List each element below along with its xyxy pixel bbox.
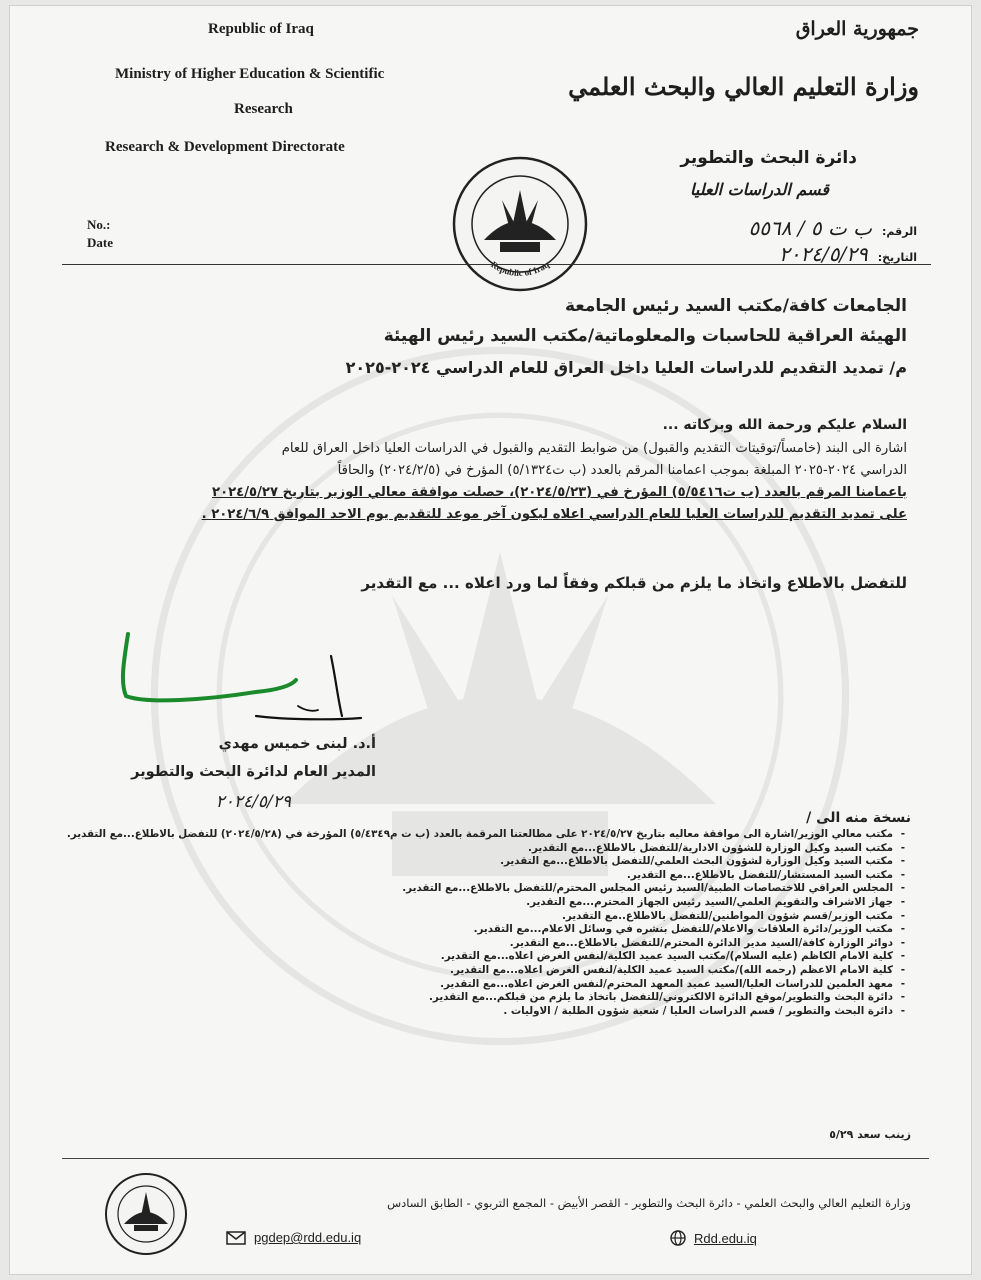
header-ministry-cont: Research [234, 101, 293, 117]
footer-address: وزارة التعليم العالي والبحث العلمي - دائرة البحث والتطوير - القصر الأبيض - المجمع التربوي - الطابق السادس [387, 1196, 911, 1210]
cc-item: - مكتب السيد وكيل الوزارة للشؤون الادارية/للتفضل بالاطلاع...مع التقدير. [53, 842, 893, 856]
cc-item: - كلية الامام الكاظم (عليه السلام)/مكتب السيد عميد الكلية/لنفس الغرض اعلاه...مع التقدير. [53, 950, 893, 964]
addressee-ict-commission: الهيئة العراقية للحاسبات والمعلوماتية/مكتب السيد رئيس الهيئة [383, 326, 907, 346]
body-line-2: الدراسي ٢٠٢٤-٢٠٢٥ المبلغة بموجب اعمامنا المرقم بالعدد (ب ت٥/١٣٢٤) المؤرخ في (٢٠٢٤/٢/٥) والحاقاً [337, 463, 907, 478]
website-link[interactable]: Rdd.edu.iq [694, 1230, 757, 1246]
header-ar-republic: جمهورية العراق [795, 18, 919, 40]
addressee-universities: الجامعات كافة/مكتب السيد رئيس الجامعة [564, 296, 907, 316]
date-value: ٢٠٢٤/٥/٢٩ [779, 242, 868, 266]
letter-subject: م/ تمديد التقديم للدراسات العليا داخل العراق للعام الدراسي ٢٠٢٤-٢٠٢٥ [345, 358, 907, 377]
ref-label: الرقم: [882, 225, 917, 238]
header-ar-directorate: دائرة البحث والتطوير [680, 148, 857, 168]
cc-item: - معهد العلمين للدراسات العليا/السيد عميد المعهد المحترم/لنفس الغرض اعلاه...مع التقدير. [53, 978, 893, 992]
header-ar-section: قسم الدراسات العليا [690, 180, 829, 199]
date-label: Date [87, 235, 113, 250]
ministry-seal [450, 154, 590, 294]
date-label-ar: التاريخ: [877, 251, 917, 264]
body-line-4: على تمديد التقديم للدراسات العليا للعام الدراسي اعلاه ليكون آخر موعد للتقديم يوم الاحد الموافق ٢٠٢٤/٦/٩ . [201, 507, 907, 522]
cc-item: - دائرة البحث والتطوير/موقع الدائرة الالكتروني/للتفضل باتخاذ ما يلزم من قبلكم...مع التقدير. [53, 991, 893, 1005]
globe-icon [670, 1230, 686, 1246]
greeting: السلام عليكم ورحمة الله وبركاته ... [662, 417, 907, 433]
body-line-3: باعمامنا المرقم بالعدد (ب ت٥/٥٤١٦) المؤرخ في (٢٠٢٤/٥/٢٣)، حصلت موافقة معالي الوزير بتاريخ ٢٠٢٤/٥/٢٧ [212, 485, 907, 500]
signatory-name: أ.د. لبنى خميس مهدي [218, 736, 376, 752]
cc-list [53, 828, 907, 1018]
header-divider [62, 264, 931, 265]
cc-item: - جهاز الاشراف والتقويم العلمي/السيد رئيس الجهاز المحترم...مع التقدير. [53, 896, 893, 910]
signature-date: ٢٠٢٤/٥/٢٩ [215, 792, 291, 812]
ref-value: ب ت ٥ / ٥٥٦٨ [748, 216, 873, 240]
closing-line: للتفضل بالاطلاع واتخاذ ما يلزم من قبلكم وفقاً لما ورد اعلاه ... مع التقدير [361, 574, 907, 592]
typist-note: زينب سعد ٥/٢٩ [829, 1128, 911, 1141]
cc-item: - مكتب الوزير/دائرة العلاقات والاعلام/للتفضل بنشره في وسائل الاعلام...مع التقدير. [53, 923, 893, 937]
body-paragraph [107, 438, 907, 526]
cc-item: - مكتب السيد المستشار/للتفضل بالاطلاع...مع التقدير. [53, 869, 893, 883]
cc-heading: نسخة منه الى / [806, 810, 911, 826]
seal-caption: Republic of Iraq [489, 259, 551, 279]
cc-item: - المجلس العراقي للاختصاصات الطبية/السيد رئيس المجلس المحترم/للتفضل بالاطلاع...مع التقدير. [53, 882, 893, 896]
reference-date [779, 242, 917, 266]
cc-item: - كلية الامام الاعظم (رحمه الله)/مكتب السيد عميد الكلية/لنفس الغرض اعلاه...مع التقدير. [53, 964, 893, 978]
cc-item: - مكتب السيد وكيل الوزارة لشؤون البحث العلمي/للتفضل بالاطلاع...مع التقدير. [53, 855, 893, 869]
header-ar-ministry: وزارة التعليم العالي والبحث العلمي [568, 72, 919, 101]
cc-item: - مكتب الوزير/قسم شؤون المواطنين/للتفضل بالاطلاع..مع التقدير. [53, 910, 893, 924]
letter-page [10, 6, 971, 1274]
footer-divider [62, 1158, 929, 1159]
cc-item: - مكتب معالي الوزير/اشارة الى موافقة معاليه بتاريخ ٢٠٢٤/٥/٢٧ على مطالعتنا المرقمة بالعدد (ب ت م٥/٤٣٤٩) المؤرخة في (٢٠٢٤/٥/٢٨) للتفضل بالاطلاع...مع التقدير. [53, 828, 893, 842]
no-label: No.: [87, 217, 111, 232]
body-line-1: اشارة الى البند (خامساً/توقيتات التقديم والقبول) من ضوابط التقديم والقبول في الدراسات العليا داخل العراق للعام [281, 441, 907, 456]
reference-number [748, 216, 917, 240]
header-ministry: Ministry of Higher Education & Scientific [115, 66, 385, 82]
cc-item: - دائرة البحث والتطوير / قسم الدراسات العليا / شعبة شؤون الطلبة / الاوليات . [53, 1005, 893, 1019]
email-link[interactable]: pgdep@rdd.edu.iq [254, 1230, 362, 1245]
handwritten-signature [106, 620, 366, 730]
cc-item: - دوائر الوزارة كافة/السيد مدير الدائرة المحترم/للتفضل بالاطلاع...مع التقدير. [53, 937, 893, 951]
footer-website[interactable] [670, 1230, 757, 1246]
signatory-title: المدير العام لدائرة البحث والتطوير [131, 764, 376, 780]
header-republic: Republic of Iraq [208, 21, 314, 37]
header-directorate: Research & Development Directorate [105, 139, 345, 155]
footer-seal [104, 1172, 188, 1256]
mail-icon [226, 1231, 246, 1245]
footer-email[interactable] [226, 1230, 361, 1245]
